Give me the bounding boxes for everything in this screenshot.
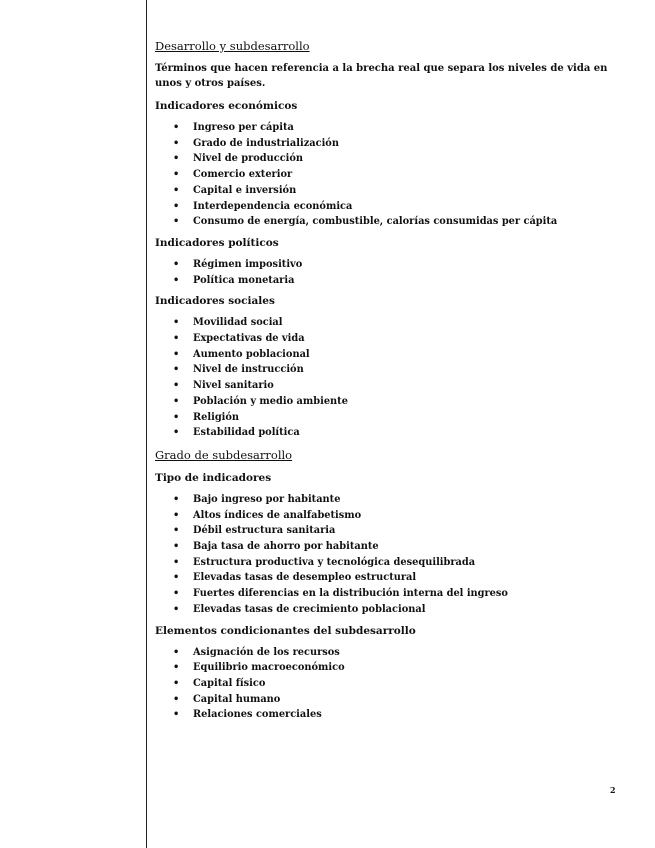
list-item-text: Interdependencia económica xyxy=(193,200,353,212)
list-item-text: Comercio exterior xyxy=(193,169,293,181)
heading-indicadores-economicos: Indicadores económicos xyxy=(155,100,298,112)
list-item xyxy=(155,676,625,692)
bullet-icon: • xyxy=(173,395,180,407)
bullet-icon: • xyxy=(173,556,180,568)
list-item-text: Débil estructura sanitaria xyxy=(193,525,336,537)
bullet-icon: • xyxy=(173,380,180,392)
list-item xyxy=(155,410,625,426)
bullet-icon: • xyxy=(173,572,180,584)
bullet-icon: • xyxy=(173,646,180,658)
list-item xyxy=(155,555,625,571)
list-item xyxy=(155,394,625,410)
list-item xyxy=(155,257,625,273)
list-item-text: Régimen impositivo xyxy=(193,258,303,270)
list-item-text: Nivel de producción xyxy=(193,153,304,165)
list-item-text: Capital e inversión xyxy=(193,184,297,196)
bullet-icon: • xyxy=(173,662,180,674)
list-item xyxy=(155,539,625,555)
list-item-text: Ingreso per cápita xyxy=(193,122,294,133)
heading-indicadores-sociales: Indicadores sociales xyxy=(155,295,275,308)
list-item-text: Expectativas de vida xyxy=(193,333,305,345)
bullet-icon: • xyxy=(173,509,180,521)
list-item xyxy=(155,362,625,378)
page-content xyxy=(155,38,625,729)
list-item-text: Consumo de energía, combustible, calorías consumidas per cápita xyxy=(193,216,558,228)
list-item-text: Nivel sanitario xyxy=(193,380,274,392)
bullet-icon: • xyxy=(173,493,180,505)
bullet-icon: • xyxy=(173,541,180,553)
list-item xyxy=(155,331,625,347)
list-item xyxy=(155,660,625,676)
list-item xyxy=(155,136,625,152)
bullet-icon: • xyxy=(173,588,180,600)
section-title-desarrollo: Desarrollo y subdesarrollo xyxy=(155,39,310,53)
bullet-icon: • xyxy=(173,216,180,228)
bullet-icon: • xyxy=(173,427,180,439)
list-item xyxy=(155,570,625,586)
list-item xyxy=(155,378,625,394)
list-item xyxy=(155,151,625,167)
list-item-text: Estructura productiva y tecnológica desequilibrada xyxy=(193,556,476,568)
list-item-text: Equilibrio macroeconómico xyxy=(193,662,345,674)
list-item-text: Elevadas tasas de crecimiento poblacional xyxy=(193,603,426,615)
list-item-text: Fuertes diferencias en la distribución interna del ingreso xyxy=(193,588,508,600)
page-number: 2 xyxy=(610,785,616,795)
list-item xyxy=(155,120,625,136)
bullet-icon: • xyxy=(173,317,180,329)
list-item xyxy=(155,315,625,331)
bullet-icon: • xyxy=(173,677,180,689)
list-item-text: Relaciones comerciales xyxy=(193,709,322,721)
bullet-icon: • xyxy=(173,258,180,270)
list-indicadores-politicos xyxy=(155,257,625,288)
heading-tipo-indicadores: Tipo de indicadores xyxy=(155,471,272,484)
bullet-icon: • xyxy=(173,333,180,345)
bullet-icon: • xyxy=(173,274,180,286)
bullet-icon: • xyxy=(173,184,180,196)
list-item-text: Altos índices de analfabetismo xyxy=(193,509,362,521)
list-tipo-indicadores xyxy=(155,492,625,618)
list-item xyxy=(155,199,625,215)
list-item xyxy=(155,183,625,199)
list-elementos-condicionantes xyxy=(155,645,625,724)
bullet-icon: • xyxy=(173,693,180,705)
bullet-icon: • xyxy=(173,411,180,423)
bullet-icon: • xyxy=(173,364,180,376)
list-item-text: Baja tasa de ahorro por habitante xyxy=(193,541,379,553)
bullet-icon: • xyxy=(173,348,180,360)
list-item-text: Grado de industrialización xyxy=(193,137,339,149)
list-item-text: Nivel de instrucción xyxy=(193,364,304,376)
list-item xyxy=(155,214,625,230)
list-item xyxy=(155,602,625,618)
list-item xyxy=(155,425,625,441)
list-item-text: Capital físico xyxy=(193,677,266,689)
list-item-text: Política monetaria xyxy=(193,274,295,286)
list-item xyxy=(155,508,625,524)
list-indicadores-economicos xyxy=(155,120,625,230)
list-item-text: Movilidad social xyxy=(193,317,283,329)
list-item xyxy=(155,523,625,539)
list-item xyxy=(155,167,625,183)
list-item-text: Población y medio ambiente xyxy=(193,395,348,407)
list-item xyxy=(155,645,625,661)
intro-paragraph: Términos que hacen referencia a la brecha real que separa los niveles de vida en unos y otros países. xyxy=(155,63,608,89)
bullet-icon: • xyxy=(173,200,180,212)
list-item-text: Estabilidad política xyxy=(193,427,300,439)
bullet-icon: • xyxy=(173,122,180,133)
list-item-text: Asignación de los recursos xyxy=(193,646,340,658)
bullet-icon: • xyxy=(173,709,180,721)
heading-indicadores-politicos: Indicadores políticos xyxy=(155,236,279,249)
section-title-grado-subdesarrollo: Grado de subdesarrollo xyxy=(155,447,293,462)
list-item xyxy=(155,692,625,708)
bullet-icon: • xyxy=(173,153,180,165)
list-item-text: Elevadas tasas de desempleo estructural xyxy=(193,572,417,584)
list-item xyxy=(155,707,625,723)
list-item xyxy=(155,273,625,289)
list-item xyxy=(155,586,625,602)
list-item-text: Aumento poblacional xyxy=(193,348,310,360)
list-indicadores-sociales xyxy=(155,315,625,441)
list-item-text: Bajo ingreso por habitante xyxy=(193,493,341,505)
page-margin-line xyxy=(146,0,147,848)
list-item xyxy=(155,492,625,508)
list-item-text: Capital humano xyxy=(193,693,281,705)
bullet-icon: • xyxy=(173,603,180,615)
list-item xyxy=(155,347,625,363)
bullet-icon: • xyxy=(173,169,180,181)
bullet-icon: • xyxy=(173,137,180,149)
heading-elementos-condicionantes: Elementos condicionantes del subdesarrollo xyxy=(155,624,416,637)
list-item-text: Religión xyxy=(193,411,240,423)
bullet-icon: • xyxy=(173,525,180,537)
